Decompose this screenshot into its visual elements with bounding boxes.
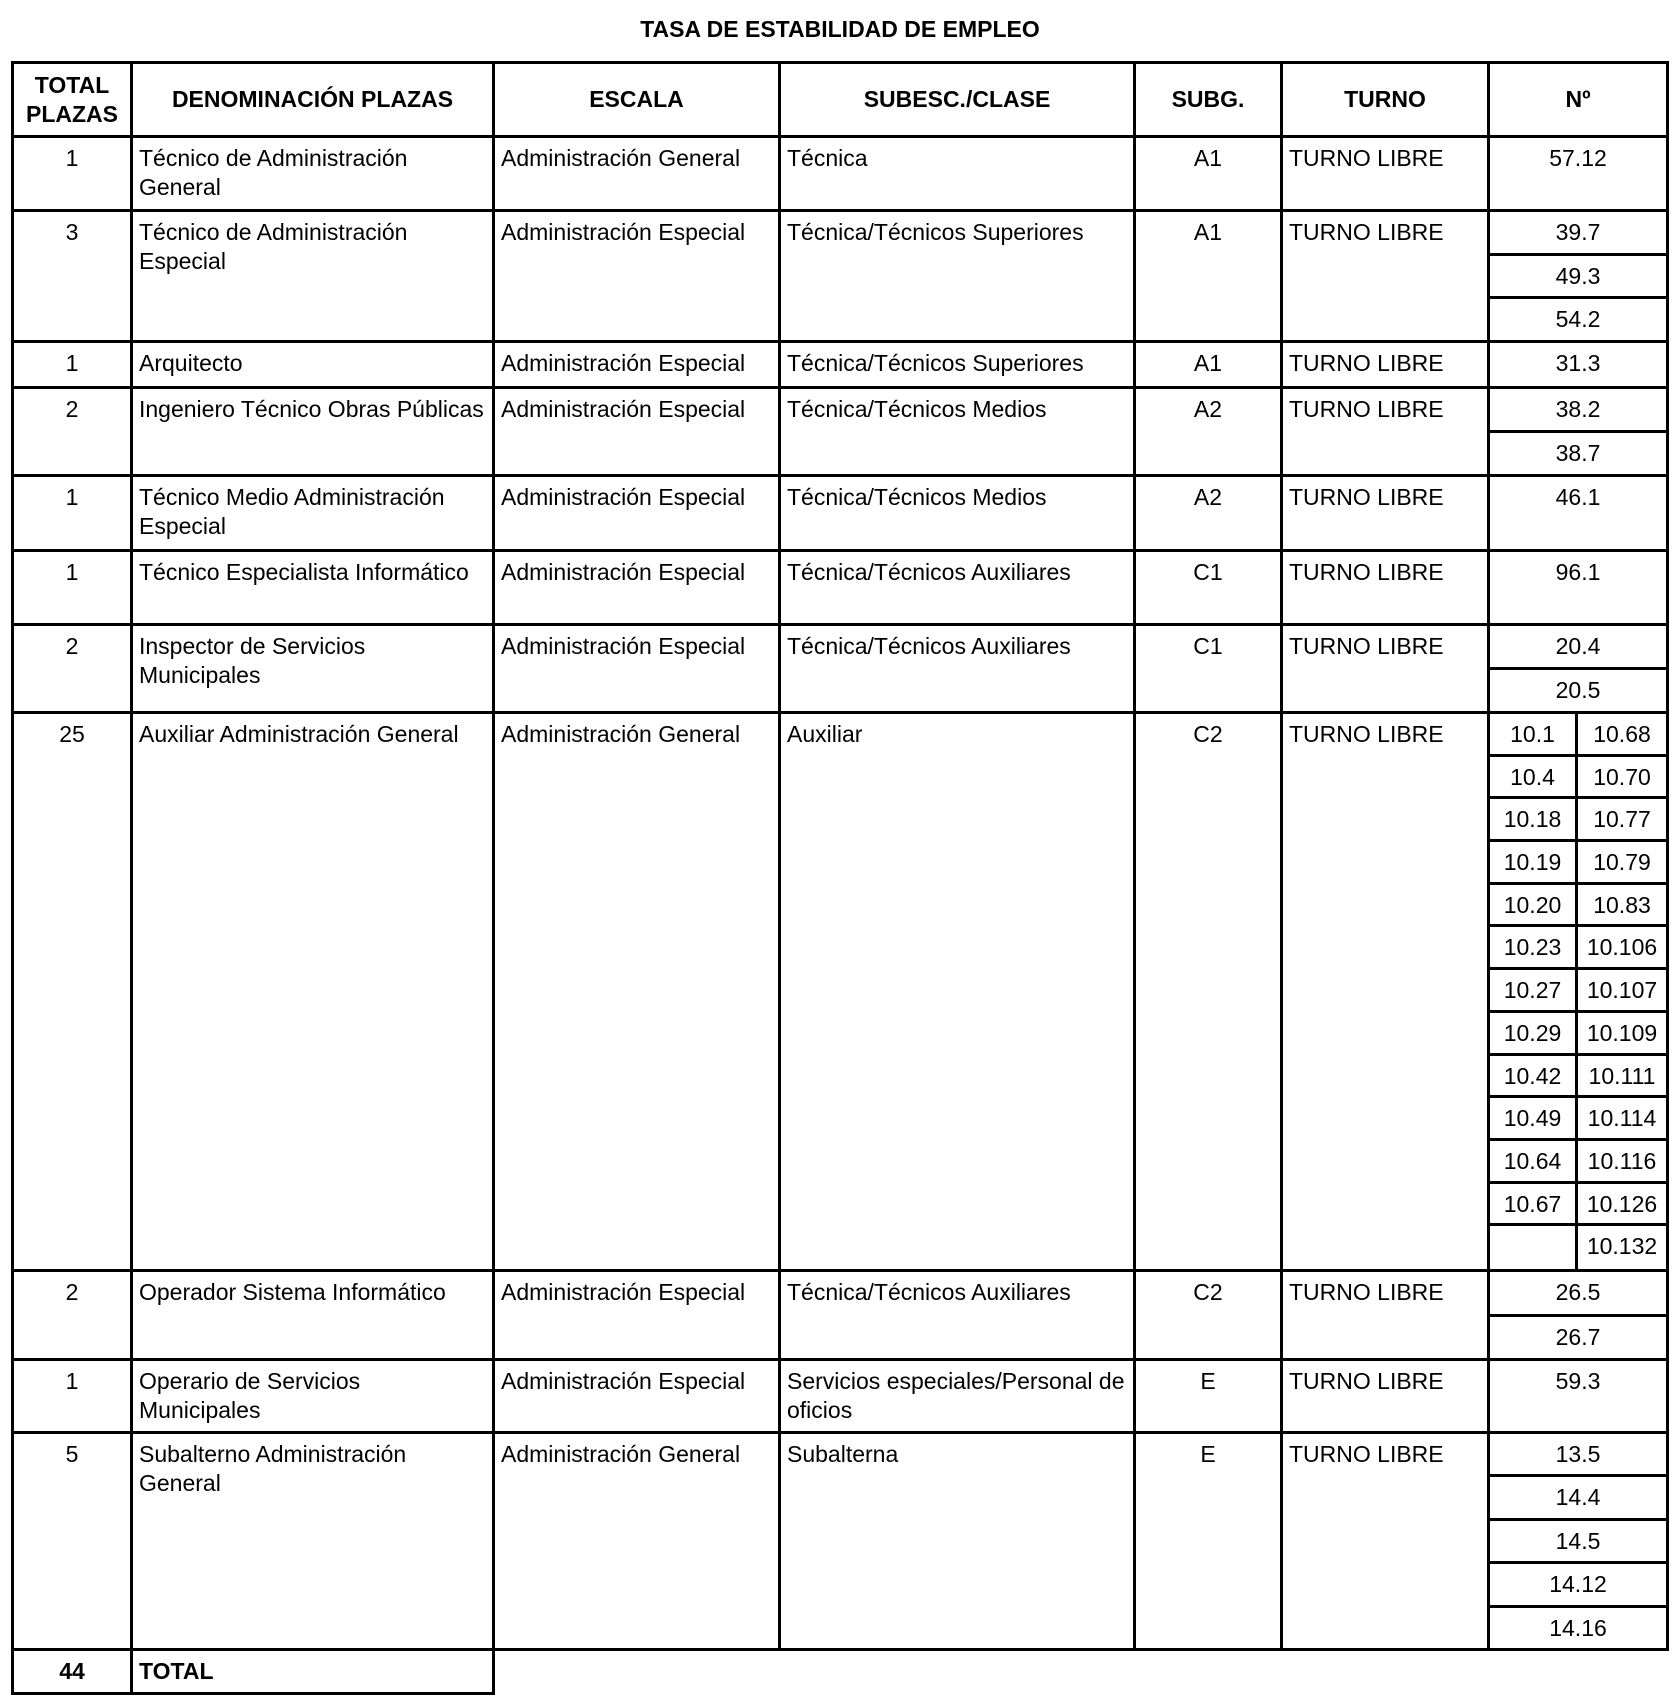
numero-value: 10.132 xyxy=(1586,1233,1658,1260)
denominacion-cell: Arquitecto xyxy=(132,342,494,388)
subgrupo-cell: A1 xyxy=(1135,137,1282,211)
subgrupo-cell: A1 xyxy=(1135,342,1282,388)
numero-value: 10.42 xyxy=(1490,1056,1578,1099)
escala-cell: Administración General xyxy=(494,1433,780,1650)
numero-value: 14.16 xyxy=(1490,1605,1666,1648)
total-plazas-cell: 2 xyxy=(13,388,132,476)
subescala-cell: Técnica/Técnicos Medios xyxy=(780,388,1135,476)
turno-cell: TURNO LIBRE xyxy=(1282,1360,1489,1433)
numero-value: 38.7 xyxy=(1490,430,1666,474)
turno-cell: TURNO LIBRE xyxy=(1282,476,1489,551)
denominacion-cell: Subalterno Administración General xyxy=(132,1433,494,1650)
turno-cell: TURNO LIBRE xyxy=(1282,342,1489,388)
table-row xyxy=(13,1433,1668,1650)
subgrupo-cell: A2 xyxy=(1135,388,1282,476)
escala-cell: Administración Especial xyxy=(494,211,780,342)
numero-value: 10.77 xyxy=(1578,799,1666,842)
subgrupo-cell: C1 xyxy=(1135,551,1282,625)
denominacion-cell: Operador Sistema Informático xyxy=(132,1271,494,1360)
total-plazas-cell: 1 xyxy=(13,551,132,625)
subescala-cell: Auxiliar xyxy=(780,713,1135,1271)
table-row xyxy=(13,388,1668,476)
turno-cell: TURNO LIBRE xyxy=(1282,388,1489,476)
header-subescala: SUBESC./CLASE xyxy=(780,63,1135,137)
numero-value: 31.3 xyxy=(1555,350,1601,376)
denominacion-cell: Ingeniero Técnico Obras Públicas xyxy=(132,388,494,476)
subgrupo-cell: C2 xyxy=(1135,1271,1282,1360)
denominacion-cell: Técnico de Administración Especial xyxy=(132,211,494,342)
turno-cell: TURNO LIBRE xyxy=(1282,551,1489,625)
total-plazas-cell: 2 xyxy=(13,625,132,713)
numero-cell xyxy=(1489,1433,1668,1650)
subgrupo-cell: A2 xyxy=(1135,476,1282,551)
table-row xyxy=(13,476,1668,551)
numero-value: 14.5 xyxy=(1490,1518,1666,1561)
employment-stability-table xyxy=(11,61,1669,1695)
escala-cell: Administración Especial xyxy=(494,388,780,476)
numero-value: 13.5 xyxy=(1555,1441,1601,1467)
total-plazas-cell: 5 xyxy=(13,1433,132,1650)
turno-cell: TURNO LIBRE xyxy=(1282,1433,1489,1650)
subgrupo-cell: E xyxy=(1135,1360,1282,1433)
numero-value: 59.3 xyxy=(1555,1368,1601,1394)
numero-cell xyxy=(1489,1271,1668,1360)
subescala-cell: Técnica/Técnicos Auxiliares xyxy=(780,625,1135,713)
numero-value: 26.5 xyxy=(1555,1279,1601,1305)
numero-value: 10.68 xyxy=(1578,714,1666,757)
subgrupo-cell: A1 xyxy=(1135,211,1282,342)
numero-value: 14.12 xyxy=(1490,1561,1666,1604)
escala-cell: Administración Especial xyxy=(494,342,780,388)
total-plazas-cell: 3 xyxy=(13,211,132,342)
header-turno: TURNO xyxy=(1282,63,1489,137)
header-numero: Nº xyxy=(1489,63,1668,137)
numero-value: 10.20 xyxy=(1490,885,1578,928)
subgrupo-cell: C1 xyxy=(1135,625,1282,713)
turno-cell: TURNO LIBRE xyxy=(1282,625,1489,713)
escala-cell: Administración Especial xyxy=(494,625,780,713)
table-row xyxy=(13,625,1668,713)
numero-cell xyxy=(1489,137,1668,211)
numero-value: 20.5 xyxy=(1490,667,1666,711)
subescala-cell: Técnica/Técnicos Auxiliares xyxy=(780,1271,1135,1360)
numero-value: 10.1 xyxy=(1490,714,1578,757)
numero-value: 10.83 xyxy=(1578,885,1666,928)
numero-value: 10.67 xyxy=(1490,1184,1578,1227)
numero-value: 10.107 xyxy=(1578,970,1666,1013)
numero-value: 10.64 xyxy=(1490,1141,1578,1184)
total-plazas-cell: 2 xyxy=(13,1271,132,1360)
numero-value: 10.27 xyxy=(1490,970,1578,1013)
numero-value: 10.111 xyxy=(1578,1056,1666,1099)
header-total-plazas: TOTAL PLAZAS xyxy=(13,63,132,137)
numero-value: 26.7 xyxy=(1490,1314,1666,1359)
escala-cell: Administración Especial xyxy=(494,551,780,625)
table-row xyxy=(13,137,1668,211)
total-plazas-cell: 1 xyxy=(13,137,132,211)
subescala-cell: Subalterna xyxy=(780,1433,1135,1650)
subgrupo-cell: C2 xyxy=(1135,713,1282,1271)
subgrupo-cell: E xyxy=(1135,1433,1282,1650)
numero-value: 10.126 xyxy=(1578,1184,1666,1227)
total-plazas-cell: 1 xyxy=(13,1360,132,1433)
total-plazas-cell: 1 xyxy=(13,342,132,388)
numero-value: 10.4 xyxy=(1490,757,1578,800)
total-row xyxy=(13,1650,1668,1694)
turno-cell: TURNO LIBRE xyxy=(1282,137,1489,211)
numero-cell xyxy=(1489,388,1668,476)
numero-value: 10.18 xyxy=(1490,799,1578,842)
numero-value: 10.70 xyxy=(1578,757,1666,800)
numero-value xyxy=(1490,1226,1578,1269)
numero-value: 10.79 xyxy=(1578,842,1666,885)
numero-value: 49.3 xyxy=(1490,253,1666,297)
total-value: 44 xyxy=(13,1650,132,1694)
numero-value: 10.106 xyxy=(1578,927,1666,970)
numero-value: 20.4 xyxy=(1555,633,1601,659)
escala-cell: Administración General xyxy=(494,713,780,1271)
numero-value: 10.23 xyxy=(1490,927,1578,970)
denominacion-cell: Técnico Especialista Informático xyxy=(132,551,494,625)
subescala-cell: Técnica/Técnicos Superiores xyxy=(780,342,1135,388)
numero-value: 38.2 xyxy=(1555,396,1601,422)
header-denominacion: DENOMINACIÓN PLAZAS xyxy=(132,63,494,137)
subescala-cell: Técnica/Técnicos Medios xyxy=(780,476,1135,551)
numero-cell xyxy=(1489,713,1668,1271)
numero-value: 10.29 xyxy=(1490,1013,1578,1056)
numero-value: 10.19 xyxy=(1490,842,1578,885)
escala-cell: Administración Especial xyxy=(494,476,780,551)
numero-value: 14.4 xyxy=(1490,1474,1666,1517)
numero-cell xyxy=(1489,476,1668,551)
subescala-cell: Técnica/Técnicos Auxiliares xyxy=(780,551,1135,625)
total-plazas-cell: 25 xyxy=(13,713,132,1271)
numero-value: 10.116 xyxy=(1578,1141,1666,1184)
denominacion-cell: Técnico de Administración General xyxy=(132,137,494,211)
numero-cell xyxy=(1489,211,1668,342)
numero-cell xyxy=(1489,551,1668,625)
numero-value: 57.12 xyxy=(1549,145,1607,171)
table-row xyxy=(13,211,1668,342)
turno-cell: TURNO LIBRE xyxy=(1282,211,1489,342)
numero-cell xyxy=(1489,625,1668,713)
total-label: TOTAL xyxy=(132,1650,494,1694)
turno-cell: TURNO LIBRE xyxy=(1282,713,1489,1271)
escala-cell: Administración Especial xyxy=(494,1360,780,1433)
denominacion-cell: Inspector de Servicios Municipales xyxy=(132,625,494,713)
denominacion-cell: Auxiliar Administración General xyxy=(132,713,494,1271)
table-row xyxy=(13,342,1668,388)
numero-cell xyxy=(1489,1360,1668,1433)
denominacion-cell: Operario de Servicios Municipales xyxy=(132,1360,494,1433)
table-row xyxy=(13,1360,1668,1433)
numero-value: 46.1 xyxy=(1555,484,1601,510)
subescala-cell: Técnica/Técnicos Superiores xyxy=(780,211,1135,342)
header-escala: ESCALA xyxy=(494,63,780,137)
header-subgrupo: SUBG. xyxy=(1135,63,1282,137)
empty-space xyxy=(494,1650,1668,1694)
numero-value: 54.2 xyxy=(1490,296,1666,340)
subescala-cell: Técnica xyxy=(780,137,1135,211)
numero-value: 10.109 xyxy=(1578,1013,1666,1056)
table-row xyxy=(13,551,1668,625)
total-plazas-cell: 1 xyxy=(13,476,132,551)
numero-value: 39.7 xyxy=(1555,219,1601,245)
numero-value: 10.49 xyxy=(1490,1098,1578,1141)
table-row xyxy=(13,713,1668,1271)
denominacion-cell: Técnico Medio Administración Especial xyxy=(132,476,494,551)
document-title: TASA DE ESTABILIDAD DE EMPLEO xyxy=(640,16,1040,42)
numero-value: 10.114 xyxy=(1578,1098,1666,1141)
table-row xyxy=(13,1271,1668,1360)
escala-cell: Administración Especial xyxy=(494,1271,780,1360)
numero-cell xyxy=(1489,342,1668,388)
header-row xyxy=(13,63,1668,137)
subescala-cell: Servicios especiales/Personal de oficios xyxy=(780,1360,1135,1433)
escala-cell: Administración General xyxy=(494,137,780,211)
numero-value: 96.1 xyxy=(1555,559,1601,585)
turno-cell: TURNO LIBRE xyxy=(1282,1271,1489,1360)
